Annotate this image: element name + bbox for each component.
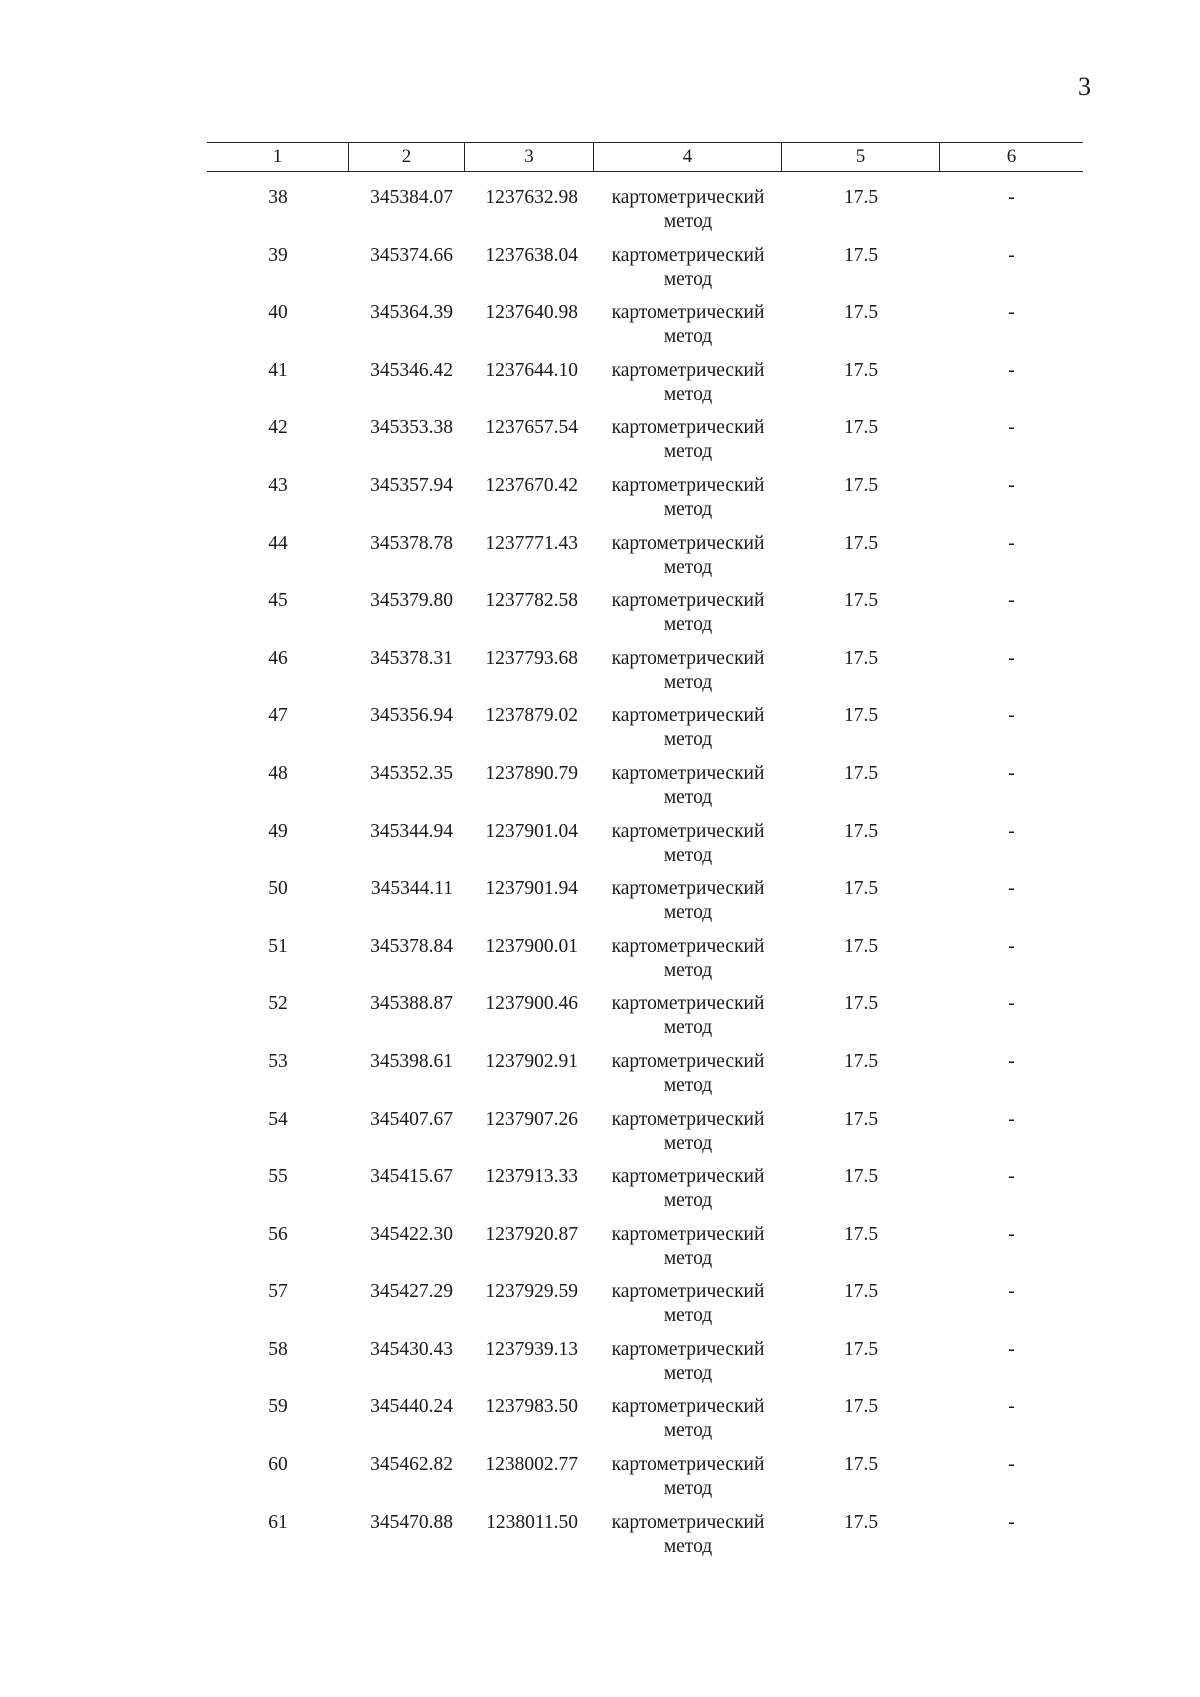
- method-line-2: метод: [663, 729, 713, 751]
- coordinate-x: 345427.29: [370, 1281, 453, 1303]
- accuracy: 17.5: [843, 417, 879, 439]
- coordinate-x: 345440.24: [370, 1396, 453, 1418]
- column-header-1: 1: [207, 143, 349, 171]
- method-line-2: метод: [663, 1074, 713, 1096]
- method-line-1: картометрический: [611, 474, 765, 496]
- point-number: 58: [268, 1338, 288, 1360]
- coordinate-y: 1237890.79: [485, 762, 578, 784]
- table-body: [207, 186, 1083, 1568]
- coordinate-x: 345352.35: [370, 762, 453, 784]
- coordinate-x: 345384.07: [370, 187, 453, 208]
- table-row: [207, 244, 1083, 302]
- table-row: [207, 1165, 1083, 1223]
- method-line-2: метод: [663, 1362, 713, 1384]
- note: -: [1008, 1454, 1015, 1476]
- note: -: [1008, 474, 1015, 496]
- point-number: 60: [268, 1454, 288, 1476]
- table-row: [207, 359, 1083, 417]
- table-row: [207, 1108, 1083, 1166]
- coordinate-x: 345364.39: [370, 302, 453, 324]
- coordinate-y: 1238011.50: [486, 1511, 578, 1533]
- method-line-1: картометрический: [611, 1223, 765, 1245]
- method-line-2: метод: [663, 383, 713, 405]
- method-line-1: картометрический: [611, 647, 765, 669]
- accuracy: 17.5: [843, 993, 879, 1015]
- table-row: [207, 1280, 1083, 1338]
- method: [594, 935, 782, 993]
- table-row: [207, 186, 1083, 244]
- method-line-1: картометрический: [611, 187, 765, 208]
- coordinate-x: 345378.84: [370, 935, 453, 957]
- coordinate-y: 1237632.98: [485, 187, 578, 208]
- method: [594, 1050, 782, 1108]
- method: [594, 1223, 782, 1281]
- point-number: 40: [268, 302, 288, 324]
- accuracy: 17.5: [843, 590, 879, 612]
- note: -: [1008, 302, 1015, 324]
- method: [594, 532, 782, 590]
- note: -: [1008, 1223, 1015, 1245]
- method-line-2: метод: [663, 1535, 713, 1557]
- method: [594, 1511, 782, 1569]
- method-line-1: картометрический: [611, 1338, 765, 1360]
- note: -: [1008, 590, 1015, 612]
- coordinate-x: 345470.88: [370, 1511, 453, 1533]
- table-row: [207, 877, 1083, 935]
- method-line-1: картометрический: [611, 878, 765, 900]
- note: -: [1008, 647, 1015, 669]
- coordinate-y: 1237929.59: [485, 1281, 578, 1303]
- method-line-1: картометрический: [611, 244, 765, 266]
- method-line-1: картометрический: [611, 762, 765, 784]
- coordinate-x: 345379.80: [370, 590, 453, 612]
- method-line-1: картометрический: [611, 302, 765, 324]
- point-number: 43: [268, 474, 288, 496]
- point-number: 55: [268, 1166, 288, 1188]
- method-line-2: метод: [663, 498, 713, 520]
- table-row: [207, 992, 1083, 1050]
- method: [594, 474, 782, 532]
- coordinate-x: 345415.67: [370, 1166, 453, 1188]
- method-line-2: метод: [663, 1478, 713, 1500]
- accuracy: 17.5: [843, 878, 879, 900]
- coordinate-x: 345346.42: [370, 359, 453, 381]
- method: [594, 244, 782, 302]
- table-row: [207, 820, 1083, 878]
- table-header: [207, 142, 1083, 172]
- column-header-2: 2: [349, 143, 465, 171]
- coordinate-x: 345344.11: [370, 878, 453, 900]
- point-number: 56: [268, 1223, 288, 1245]
- accuracy: 17.5: [843, 1108, 879, 1130]
- note: -: [1008, 417, 1015, 439]
- table-row: [207, 301, 1083, 359]
- coordinate-x: 345407.67: [370, 1108, 453, 1130]
- method-line-2: метод: [663, 671, 713, 693]
- accuracy: 17.5: [843, 1454, 879, 1476]
- coordinate-y: 1237920.87: [485, 1223, 578, 1245]
- method-line-1: картометрический: [611, 417, 765, 439]
- method: [594, 877, 782, 935]
- point-number: 49: [268, 820, 288, 842]
- method-line-2: метод: [663, 1190, 713, 1212]
- coordinate-y: 1237879.02: [485, 705, 578, 727]
- point-number: 38: [268, 187, 288, 208]
- method-line-2: метод: [663, 1132, 713, 1154]
- point-number: 44: [268, 532, 288, 554]
- coordinate-x: 345374.66: [370, 244, 453, 266]
- method-line-1: картометрический: [611, 1050, 765, 1072]
- method-line-1: картометрический: [611, 1454, 765, 1476]
- point-number: 45: [268, 590, 288, 612]
- coordinate-x: 345422.30: [370, 1223, 453, 1245]
- method-line-1: картометрический: [611, 820, 765, 842]
- method: [594, 1338, 782, 1396]
- table-row: [207, 1338, 1083, 1396]
- coordinates-table: [207, 142, 1083, 1568]
- coordinate-y: 1237640.98: [485, 302, 578, 324]
- point-number: 52: [268, 993, 288, 1015]
- coordinate-x: 345398.61: [370, 1050, 453, 1072]
- accuracy: 17.5: [843, 935, 879, 957]
- table-row: [207, 474, 1083, 532]
- accuracy: 17.5: [843, 359, 879, 381]
- table-row: [207, 647, 1083, 705]
- accuracy: 17.5: [843, 1511, 879, 1533]
- coordinate-x: 345357.94: [370, 474, 453, 496]
- method-line-2: метод: [663, 902, 713, 924]
- coordinate-y: 1237939.13: [485, 1338, 578, 1360]
- note: -: [1008, 762, 1015, 784]
- method-line-1: картометрический: [611, 1396, 765, 1418]
- method-line-2: метод: [663, 786, 713, 808]
- table-row: [207, 1050, 1083, 1108]
- coordinate-x: 345344.94: [370, 820, 453, 842]
- coordinate-y: 1237793.68: [485, 647, 578, 669]
- method-line-2: метод: [663, 268, 713, 290]
- accuracy: 17.5: [843, 1281, 879, 1303]
- note: -: [1008, 1166, 1015, 1188]
- table-row: [207, 1511, 1083, 1569]
- note: -: [1008, 1050, 1015, 1072]
- method-line-2: метод: [663, 441, 713, 463]
- method-line-1: картометрический: [611, 1511, 765, 1533]
- point-number: 50: [268, 878, 288, 900]
- coordinate-x: 345353.38: [370, 417, 453, 439]
- method-line-2: метод: [663, 1247, 713, 1269]
- accuracy: 17.5: [843, 1050, 879, 1072]
- coordinate-y: 1237900.01: [485, 935, 578, 957]
- note: -: [1008, 187, 1015, 208]
- method: [594, 992, 782, 1050]
- method: [594, 1108, 782, 1166]
- coordinate-y: 1237771.43: [485, 532, 578, 554]
- table-row: [207, 762, 1083, 820]
- coordinate-x: 345356.94: [370, 705, 453, 727]
- method-line-2: метод: [663, 326, 713, 348]
- note: -: [1008, 705, 1015, 727]
- coordinate-y: 1237983.50: [485, 1396, 578, 1418]
- accuracy: 17.5: [843, 1166, 879, 1188]
- accuracy: 17.5: [843, 187, 879, 208]
- accuracy: 17.5: [843, 1396, 879, 1418]
- note: -: [1008, 1511, 1015, 1533]
- method-line-2: метод: [663, 1017, 713, 1039]
- coordinate-y: 1238002.77: [485, 1454, 578, 1476]
- note: -: [1008, 532, 1015, 554]
- coordinate-y: 1237782.58: [485, 590, 578, 612]
- point-number: 53: [268, 1050, 288, 1072]
- note: -: [1008, 820, 1015, 842]
- coordinate-y: 1237900.46: [485, 993, 578, 1015]
- note: -: [1008, 1281, 1015, 1303]
- accuracy: 17.5: [843, 302, 879, 324]
- point-number: 42: [268, 417, 288, 439]
- note: -: [1008, 359, 1015, 381]
- column-header-6: 6: [1006, 146, 1017, 167]
- method: [594, 359, 782, 417]
- coordinate-y: 1237902.91: [485, 1050, 578, 1072]
- method-line-1: картометрический: [611, 993, 765, 1015]
- column-header-4: 4: [594, 143, 782, 171]
- method-line-2: метод: [663, 556, 713, 578]
- method: [594, 1453, 782, 1511]
- method-line-1: картометрический: [611, 532, 765, 554]
- accuracy: 17.5: [843, 647, 879, 669]
- method: [594, 416, 782, 474]
- accuracy: 17.5: [843, 705, 879, 727]
- method-line-2: метод: [663, 1420, 713, 1442]
- method-line-1: картометрический: [611, 1166, 765, 1188]
- method-line-1: картометрический: [611, 359, 765, 381]
- method-line-2: метод: [663, 211, 713, 232]
- method-line-2: метод: [663, 844, 713, 866]
- method: [594, 1165, 782, 1223]
- coordinate-y: 1237901.04: [485, 820, 578, 842]
- table-row: [207, 935, 1083, 993]
- column-header-5: 5: [782, 143, 940, 171]
- accuracy: 17.5: [843, 532, 879, 554]
- note: -: [1008, 993, 1015, 1015]
- point-number: 48: [268, 762, 288, 784]
- column-header-3: 3: [465, 143, 594, 171]
- method: [594, 762, 782, 820]
- accuracy: 17.5: [843, 1338, 879, 1360]
- method: [594, 647, 782, 705]
- method: [594, 1280, 782, 1338]
- coordinate-x: 345388.87: [370, 993, 453, 1015]
- table-row: [207, 532, 1083, 590]
- coordinate-y: 1237644.10: [485, 359, 578, 381]
- accuracy: 17.5: [843, 820, 879, 842]
- note: -: [1008, 1338, 1015, 1360]
- point-number: 41: [268, 359, 288, 381]
- table-row: [207, 589, 1083, 647]
- method-line-2: метод: [663, 959, 713, 981]
- note: -: [1008, 935, 1015, 957]
- method-line-1: картометрический: [611, 590, 765, 612]
- method: [594, 589, 782, 647]
- point-number: 39: [268, 244, 288, 266]
- coordinate-x: 345378.78: [370, 532, 453, 554]
- method-line-1: картометрический: [611, 1108, 765, 1130]
- coordinate-x: 345462.82: [370, 1454, 453, 1476]
- point-number: 51: [268, 935, 288, 957]
- note: -: [1008, 244, 1015, 266]
- coordinate-y: 1237638.04: [485, 244, 578, 266]
- coordinate-y: 1237901.94: [485, 878, 578, 900]
- accuracy: 17.5: [843, 762, 879, 784]
- method-line-1: картометрический: [611, 1281, 765, 1303]
- method-line-1: картометрический: [611, 935, 765, 957]
- method-line-2: метод: [663, 1305, 713, 1327]
- coordinate-y: 1237657.54: [485, 417, 578, 439]
- accuracy: 17.5: [843, 244, 879, 266]
- coordinate-y: 1237670.42: [485, 474, 578, 496]
- method: [594, 704, 782, 762]
- accuracy: 17.5: [843, 474, 879, 496]
- point-number: 61: [268, 1511, 288, 1533]
- method-line-2: метод: [663, 614, 713, 636]
- note: -: [1008, 878, 1015, 900]
- method-line-1: картометрический: [611, 705, 765, 727]
- table-row: [207, 1223, 1083, 1281]
- point-number: 46: [268, 647, 288, 669]
- coordinate-x: 345378.31: [370, 647, 453, 669]
- note: -: [1008, 1108, 1015, 1130]
- table-row: [207, 416, 1083, 474]
- point-number: 54: [268, 1108, 288, 1130]
- point-number: 47: [268, 705, 288, 727]
- table-row: [207, 1395, 1083, 1453]
- method: [594, 1395, 782, 1453]
- method: [594, 820, 782, 878]
- table-row: [207, 1453, 1083, 1511]
- coordinate-y: 1237913.33: [485, 1166, 578, 1188]
- point-number: 57: [268, 1281, 288, 1303]
- accuracy: 17.5: [843, 1223, 879, 1245]
- method: [594, 186, 782, 244]
- table-row: [207, 704, 1083, 762]
- note: -: [1008, 1396, 1015, 1418]
- page-number: 3: [1078, 72, 1091, 101]
- coordinate-x: 345430.43: [370, 1338, 453, 1360]
- method: [594, 301, 782, 359]
- coordinate-y: 1237907.26: [485, 1108, 578, 1130]
- point-number: 59: [268, 1396, 288, 1418]
